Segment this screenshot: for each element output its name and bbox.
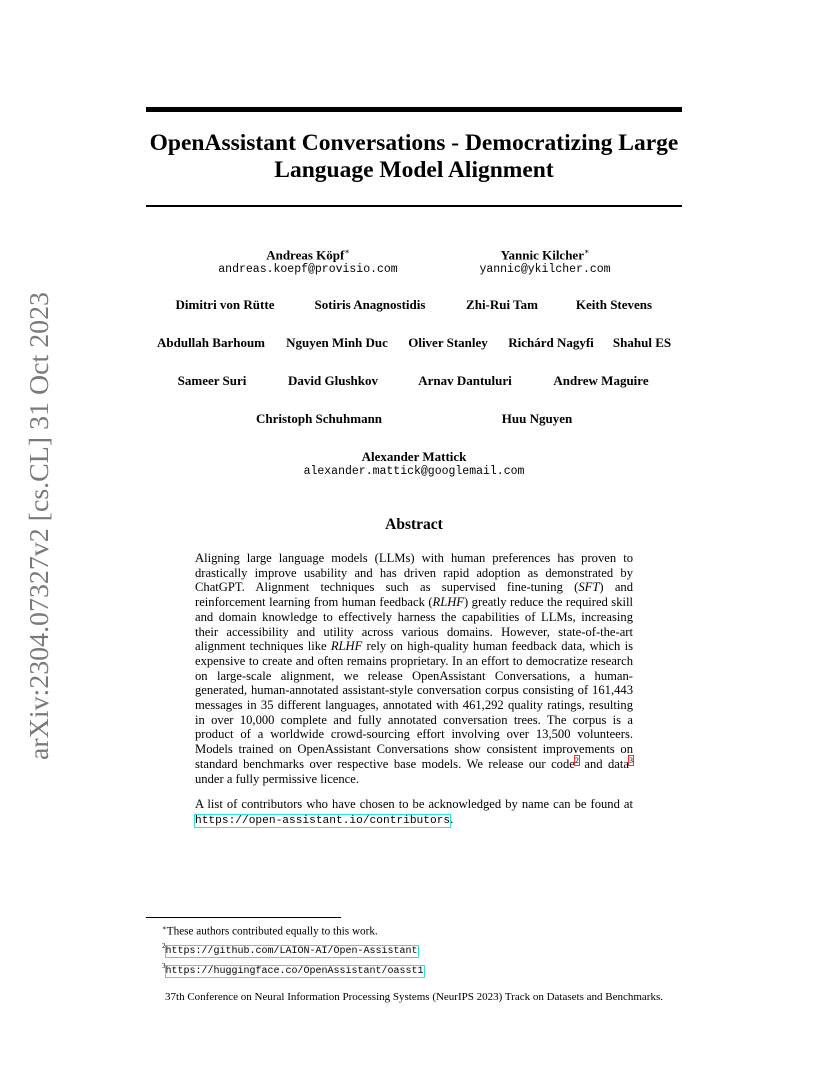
title-line-1: OpenAssistant Conversations - Democratizing Large [149, 130, 679, 156]
author-block [176, 297, 275, 312]
author-name: Nguyen Minh Duc [286, 335, 388, 350]
arxiv-identifier [18, 290, 58, 760]
author-block [576, 297, 652, 312]
author-name: Andrew Maguire [553, 373, 649, 388]
contributors-link[interactable]: https://open-assistant.io/contributors [195, 814, 451, 827]
footnote: ∗These authors contributed equally to this work. [162, 924, 378, 938]
equal-contribution-mark: ∗ [344, 247, 350, 256]
author-block [502, 411, 572, 426]
author-name: Arnav Dantuluri [418, 373, 512, 388]
author-email[interactable]: yannic@ykilcher.com [479, 263, 611, 277]
author-block [553, 373, 648, 388]
title-bottom-rule [146, 205, 682, 207]
paper-title [146, 130, 682, 184]
title-line-2: Language Model Alignment [274, 157, 554, 183]
author-name: Dimitri von Rütte [175, 297, 275, 312]
abstract-heading: Abstract [385, 516, 443, 533]
author-name: Christoph Schuhmann [255, 411, 383, 426]
author-name: Alexander Mattick [361, 449, 467, 464]
author-name: Huu Nguyen [501, 411, 573, 426]
author-block [408, 335, 488, 350]
github-link[interactable]: https://github.com/LAION-AI/Open-Assistant [165, 945, 418, 957]
author-name: Andreas Köpf [266, 247, 345, 263]
author-name: Shahul ES [612, 335, 672, 350]
author-block [288, 373, 378, 388]
author-block [479, 244, 610, 277]
author-block [466, 297, 538, 312]
author-email[interactable]: andreas.koepf@provisio.com [218, 263, 398, 277]
author-block [613, 335, 671, 350]
author-name: Yannic Kilcher [500, 247, 584, 263]
contributors-paragraph: A list of contributors who have chosen to be acknowledged by name can be found at https://open-assistant.io/contributors. [195, 797, 633, 827]
author-name: Sotiris Anagnostidis [314, 297, 426, 312]
title-top-rule [146, 107, 682, 112]
author-block [286, 335, 388, 350]
footnote-ref-link[interactable]: 2 [574, 755, 579, 765]
venue-note: 37th Conference on Neural Information Processing Systems (NeurIPS 2023) Track on Datasets and Benchmarks. [165, 991, 663, 1003]
author-name: Keith Stevens [575, 297, 653, 312]
author-email[interactable]: alexander.mattick@googlemail.com [303, 465, 525, 478]
author-block [315, 297, 426, 312]
footnote: $^2$https://github.com/LAION-AI/Open-Assistant [162, 942, 418, 957]
huggingface-link[interactable]: https://huggingface.co/OpenAssistant/oasst1 [165, 965, 424, 977]
author-name: Abdullah Barhoum [156, 335, 266, 350]
abstract-paragraph: Aligning large language models (LLMs) with human preferences has proven to drastically improve usability and has driven rapid adoption as demonstrated by ChatGPT. Alignment techniques such as supervised fine-tuning (SFT) and reinforcement learning from human feedback (RLHF) greatly reduce the required skill and domain knowledge to effectively harness the capabilities of LLMs, increasing their accessibility and utility across various domains. However, state-of-the-art alignment techniques like RLHF rely on high-quality human feedback data, which is expensive to create and often remains proprietary. In an effort to democratize research on large-scale alignment, we release OpenAssistant Conversations, a human-generated, human-annotated assistant-style conversation corpus consisting of 161,443 messages in 35 different languages, annotated with 461,292 quality ratings, resulting in over 10,000 complete and fully annotated conversation trees. The corpus is a product of a worldwide crowd-sourcing effort involving over 13,500 volunteers. Models trained on OpenAssistant Conversations show consistent improvements on standard benchmarks over respective base models. We release our code$^2$ and data$^3$ under a fully permissive licence. [195, 551, 633, 786]
abstract-body [195, 551, 633, 829]
author-name: Zhi-Rui Tam [466, 297, 538, 312]
footnote-ref-link[interactable]: 3 [628, 755, 633, 765]
author-name: David Glushkov [288, 373, 378, 388]
author-block [178, 373, 247, 388]
author-name: Sameer Suri [177, 373, 247, 388]
footnote-rule [146, 917, 341, 918]
equal-contribution-mark: ∗ [583, 247, 590, 256]
footnotes [162, 921, 424, 979]
author-name: Oliver Stanley [408, 335, 488, 350]
author-block [418, 373, 512, 388]
author-block [508, 335, 594, 350]
author-name: Richárd Nagyfi [508, 335, 594, 350]
author-block [218, 244, 397, 277]
footnote: $^3$https://huggingface.co/OpenAssistant/oasst1 [162, 962, 424, 977]
author-block [157, 335, 265, 350]
author-block [304, 449, 525, 479]
arxiv-id-text: arXiv:2304.07327v2 [cs.CL] 31 Oct 2023 [24, 307, 54, 760]
author-block [256, 411, 382, 426]
